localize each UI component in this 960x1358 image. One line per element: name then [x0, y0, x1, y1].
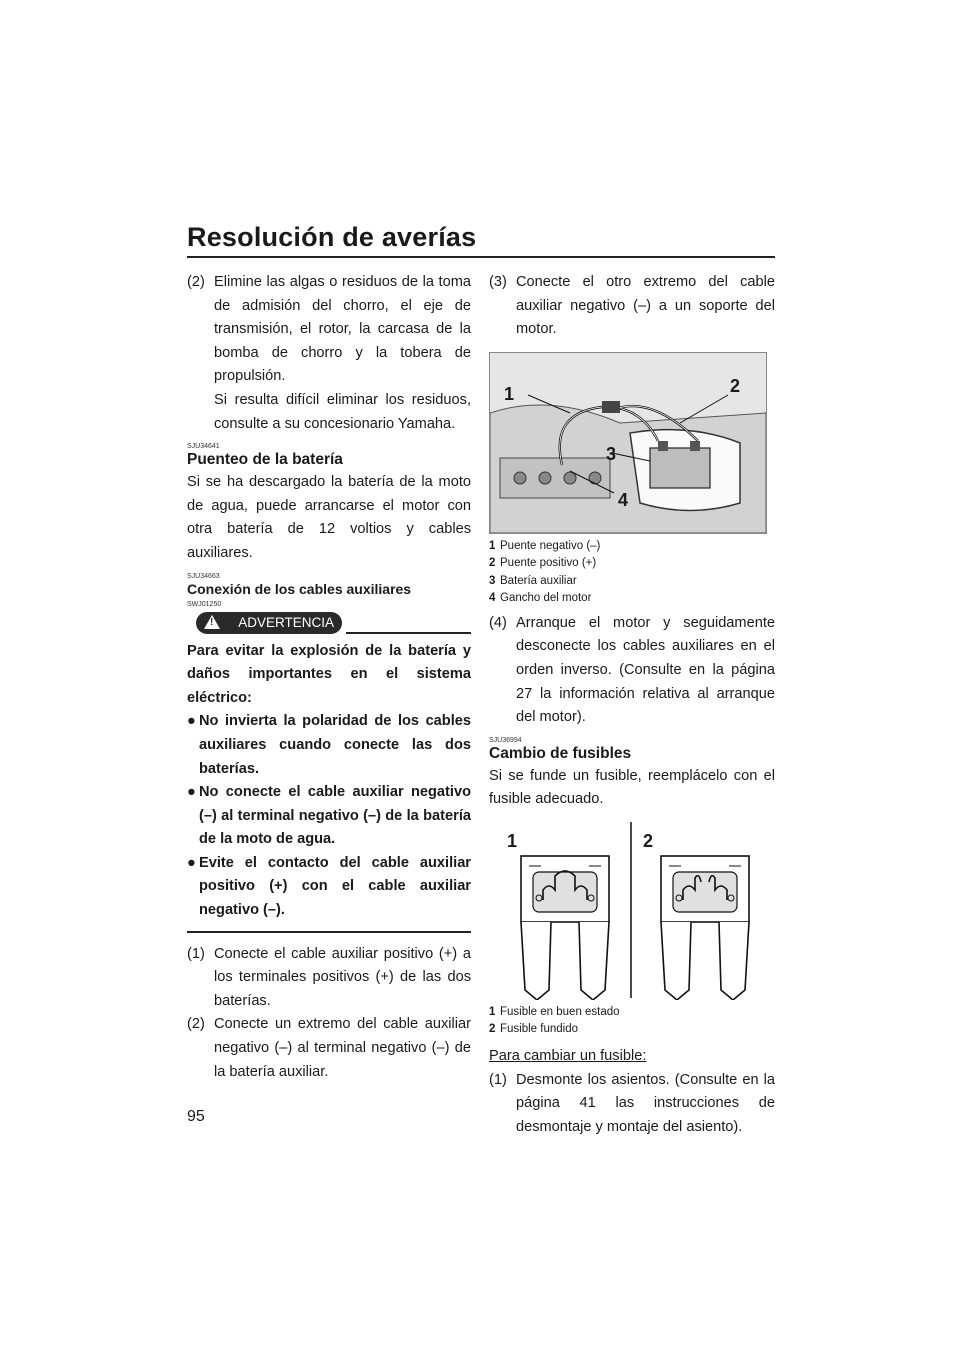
warning-bullet: ● Evite el contacto del cable auxiliar positivo (+) con el cable auxiliar negativo (–).	[187, 852, 471, 923]
jumper-cable-figure	[489, 352, 767, 534]
step-number: (3)	[489, 274, 507, 290]
step-1-remove-seats	[489, 1069, 775, 1140]
caption-item: 1 Puente negativo (–)	[489, 539, 601, 552]
step-number: (2)	[187, 274, 205, 290]
figure2-captions	[489, 1004, 775, 1039]
caption-item: 3 Batería auxiliar	[489, 574, 577, 587]
callout-2: 2	[643, 830, 654, 851]
good-fuse-icon	[521, 856, 609, 1000]
bullet-icon: ●	[187, 854, 196, 871]
step-number: (1)	[489, 1071, 507, 1088]
step-text: Conecte el cable auxiliar positivo (+) a los terminales positivos (+) de las dos baterías.	[214, 945, 471, 1009]
warning-triangle-icon: !	[204, 615, 220, 629]
warning-body	[187, 634, 471, 923]
step-3-engine-mount	[489, 271, 775, 342]
callout-1: 1	[504, 383, 515, 404]
figure1-captions	[489, 538, 775, 608]
warning-bullet: ● No invierta la polaridad de los cables auxiliares cuando conecte las dos baterías.	[187, 710, 471, 781]
fuse-figure	[489, 820, 765, 1000]
section-heading-battery-jump: Puenteo de la batería	[187, 451, 343, 469]
warning-bullet: ● No conecte el cable auxiliar negativo (–) al terminal negativo (–) de la batería de la moto de agua.	[187, 781, 471, 852]
warning-intro: Para evitar la explosión de la batería y daños importantes en el sistema eléctrico:	[187, 642, 471, 706]
section-code: SJU36994	[489, 736, 522, 744]
step-2-cleaning	[187, 271, 471, 436]
step-1-connect-positive	[187, 943, 471, 1014]
caption-item: 2 Fusible fundido	[489, 1023, 578, 1036]
caption-item: 1 Fusible en buen estado	[489, 1005, 620, 1018]
step-number: (1)	[187, 945, 205, 962]
caption-item: 2 Puente positivo (+)	[489, 557, 597, 570]
bullet-icon: ●	[187, 784, 196, 801]
bullet-icon: ●	[187, 713, 196, 730]
page-title: Resolución de averías	[187, 222, 477, 252]
procedure-title: Para cambiar un fusible:	[489, 1047, 647, 1064]
section-code: SJU34663	[187, 572, 220, 580]
warning-rule	[346, 632, 471, 634]
callout-2: 2	[730, 375, 741, 396]
section-body: Si se funde un fusible, reemplácelo con el fusible adecuado.	[489, 767, 775, 808]
header-rule	[187, 256, 775, 258]
step-number: (4)	[489, 614, 507, 631]
warning-header	[187, 610, 471, 634]
step-text: Si resulta difícil eliminar los residuos, consulte a su concesionario Yamaha.	[214, 391, 471, 432]
page-number: 95	[187, 1108, 205, 1125]
step-number: (2)	[187, 1016, 205, 1033]
callout-3: 3	[606, 443, 617, 464]
fuse-illustration	[489, 820, 765, 1000]
right-column	[489, 271, 775, 1139]
left-column	[187, 271, 471, 1084]
step-text: Arranque el motor y seguidamente desconecte los cables auxiliares en el orden inverso. (Consulte en la página 27 la información relativa al arranque del motor).	[516, 614, 775, 726]
step-text: Conecte un extremo del cable auxiliar negativo (–) al terminal negativo (–) de la batería auxiliar.	[214, 1016, 471, 1080]
warning-code: SWJ01250	[187, 600, 222, 608]
callout-1: 1	[507, 830, 518, 851]
caption-item: 4 Gancho del motor	[489, 592, 592, 605]
subsection-heading-jumper-cables: Conexión de los cables auxiliares	[187, 580, 412, 597]
step-text: Desmonte los asientos. (Consulte en la página 41 las instrucciones de desmontaje y montaje del asiento).	[516, 1071, 775, 1135]
warning-end-rule	[187, 931, 471, 933]
step-2-connect-negative	[187, 1013, 471, 1084]
step-text: Elimine las algas o residuos de la toma de admisión del chorro, el eje de transmisión, el rotor, la carcasa de la bomba de chorro y la tobera de propulsión.	[214, 274, 471, 385]
blown-fuse-icon	[661, 856, 749, 1000]
warning-badge	[196, 612, 342, 634]
warning-label: ADVERTENCIA	[238, 614, 334, 630]
section-code: SJU34641	[187, 443, 220, 451]
callout-4: 4	[618, 489, 629, 510]
step-text: Conecte el otro extremo del cable auxiliar negativo (–) a un soporte del motor.	[516, 274, 775, 338]
step-4-start-engine	[489, 612, 775, 730]
section-heading-fuse-replacement: Cambio de fusibles	[489, 744, 632, 762]
section-body: Si se ha descargado la batería de la moto de agua, puede arrancarse el motor con otra batería de 12 voltios y cables auxiliares.	[187, 474, 471, 561]
